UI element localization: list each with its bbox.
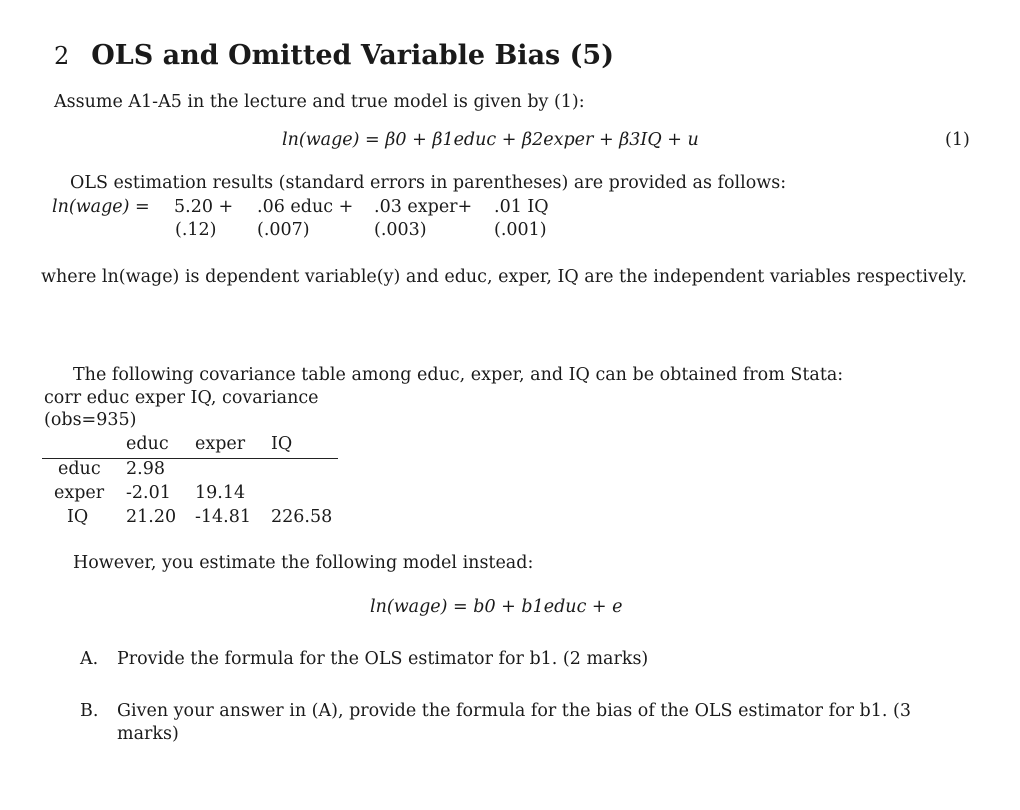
- question-a-letter: A.: [80, 649, 99, 669]
- row-label-iq: IQ: [67, 507, 89, 527]
- ols-se-exper: (.003): [374, 220, 427, 240]
- true-model-equation-text: ln(wage) = β0 + β1educ + β2exper + β3IQ + u: [282, 130, 699, 150]
- obs-count: (obs=935): [44, 410, 137, 430]
- question-b-letter: B.: [80, 701, 99, 721]
- ols-lhs: ln(wage) =: [52, 197, 150, 217]
- question-a-text: Provide the formula for the OLS estimator for b1. (2 marks): [117, 649, 649, 669]
- row-label-educ: educ: [58, 459, 101, 479]
- ols-se-iq: (.001): [494, 220, 547, 240]
- ols-intro: OLS estimation results (standard errors in parentheses) are provided as follows:: [70, 173, 787, 193]
- ols-term-educ: .06 educ +: [257, 197, 354, 217]
- col-header-exper: exper: [195, 434, 246, 454]
- ols-term-exper: .03 exper+: [374, 197, 473, 217]
- cell-iq-educ: 21.20: [126, 507, 177, 527]
- cell-exper-educ: -2.01: [126, 483, 171, 503]
- col-header-educ: educ: [126, 434, 169, 454]
- instead-intro: However, you estimate the following model instead:: [73, 553, 534, 573]
- where-text: where ln(wage) is dependent variable(y) and educ, exper, IQ are the independent variables respectively.: [41, 267, 967, 287]
- row-label-exper: exper: [54, 483, 105, 503]
- cell-iq-exper: -14.81: [195, 507, 252, 527]
- col-header-iq: IQ: [271, 434, 293, 454]
- true-model-equation: [282, 129, 699, 151]
- ols-se-educ: (.007): [257, 220, 310, 240]
- intro-text: Assume A1-A5 in the lecture and true model is given by (1):: [54, 92, 585, 112]
- section-title: OLS and Omitted Variable Bias (5): [91, 40, 614, 71]
- section-heading: [54, 40, 614, 71]
- question-b-text-cont: marks): [117, 724, 179, 744]
- ols-term-iq: .01 IQ: [494, 197, 549, 217]
- ols-se-const: (.12): [175, 220, 217, 240]
- cov-intro: The following covariance table among educ, exper, and IQ can be obtained from Stata:: [73, 365, 844, 385]
- cell-iq-iq: 226.58: [271, 507, 333, 527]
- ols-term-const: 5.20 +: [174, 197, 234, 217]
- section-number: 2: [54, 42, 70, 70]
- cell-educ-educ: 2.98: [126, 459, 165, 479]
- question-b-text: Given your answer in (A), provide the formula for the bias of the OLS estimator for b1. (3: [117, 701, 911, 721]
- equation-number: (1): [945, 130, 970, 150]
- stata-command: corr educ exper IQ, covariance: [44, 388, 319, 408]
- cell-exper-exper: 19.14: [195, 483, 246, 503]
- instead-equation: ln(wage) = b0 + b1educ + e: [370, 597, 623, 617]
